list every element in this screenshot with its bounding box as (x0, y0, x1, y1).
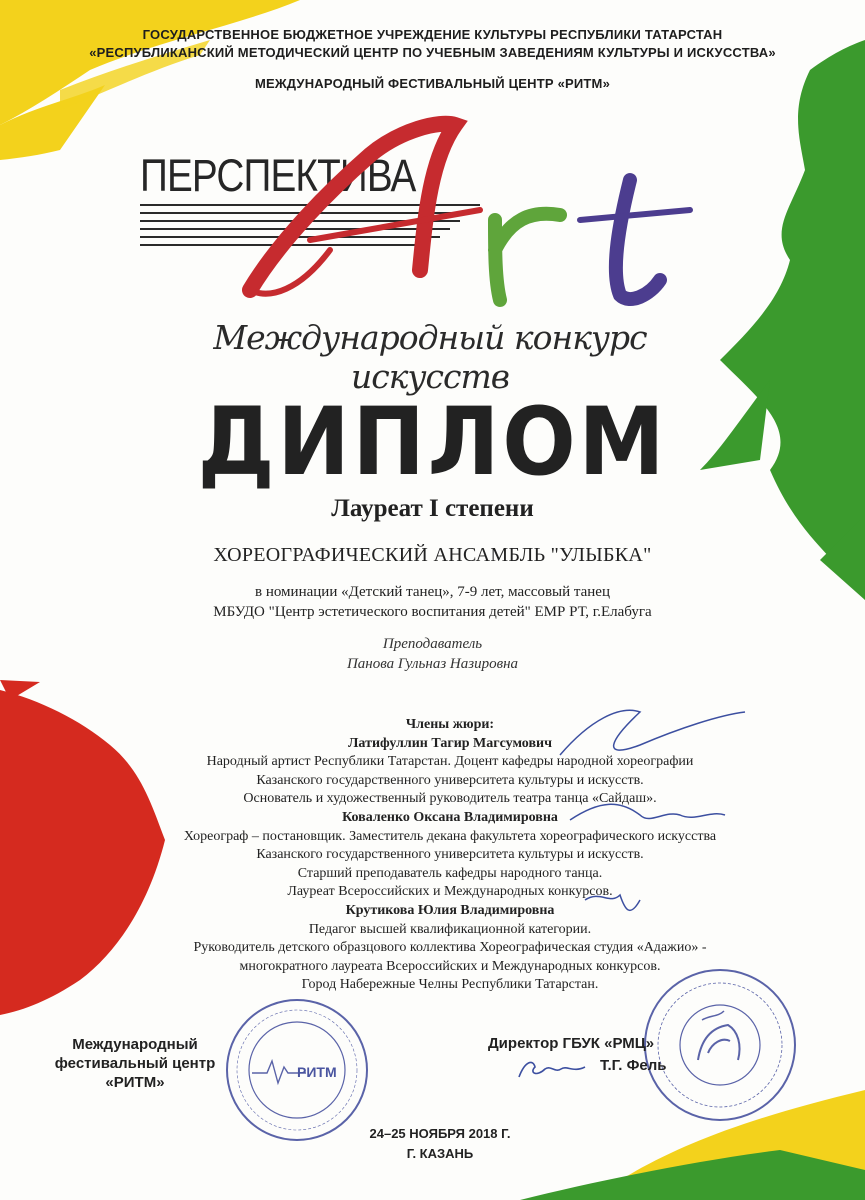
jury-member-line: Руководитель детского образцового коллектива Хореографическая студия «Адажио» - (193, 940, 707, 956)
stamp-center-text: РИТМ (297, 1064, 337, 1080)
jury-section (140, 716, 760, 995)
festival-center-signature-block (40, 1035, 230, 1092)
jury-member-line: Лауреат Всероссийских и Международных конкурсов. (287, 884, 613, 900)
jury-member-line: Основатель и художественный руководитель театра танца «Сайдаш». (243, 791, 657, 807)
jury-member-line: Казанского государственного университета культуры и искусств. (256, 772, 644, 788)
event-city: Г. КАЗАНЬ (406, 1146, 474, 1161)
festival-center-line2: фестивальный центр (54, 1055, 216, 1072)
jury-member-line: Казанского государственного университета культуры и искусств. (256, 847, 644, 863)
header-festival-center: МЕЖДУНАРОДНЫЙ ФЕСТИВАЛЬНЫЙ ЦЕНТР «РИТМ» (254, 76, 611, 91)
nomination: в номинации «Детский танец», 7-9 лет, массовый танец (254, 584, 610, 600)
logo-art-wordmark (240, 100, 720, 340)
festival-center-line1: Международный (72, 1036, 198, 1053)
jury-member-name: Крутикова Юлия Владимировна (345, 902, 555, 918)
header-organization: ГОСУДАРСТВЕННОЕ БЮДЖЕТНОЕ УЧРЕЖДЕНИЕ КУЛЬТУРЫ РЕСПУБЛИКИ ТАТАРСТАН (142, 27, 723, 42)
jury-member-line: Народный артист Республики Татарстан. Доцент кафедры народной хореографии (206, 754, 694, 770)
jury-member-name: Латифуллин Тагир Магсумович (348, 735, 552, 751)
rmc-stamp (640, 965, 800, 1125)
jury-member-line: Педагог высшей квалификационной категории. (308, 921, 592, 937)
jury-member-line: Старший преподаватель кафедры народного танца. (297, 865, 603, 881)
logo-brand-text: ПЕРСПЕКТИВА (140, 150, 416, 201)
participant-name: ХОРЕОГРАФИЧЕСКИЙ АНСАМБЛЬ "УЛЫБКА" (213, 544, 652, 566)
director-name: Т.Г. Фель (600, 1057, 667, 1074)
institution: МБУДО "Центр эстетического воспитания детей" ЕМР РТ, г.Елабуга (213, 604, 652, 620)
award-degree: Лауреат I степени (331, 495, 534, 522)
event-date: 24–25 НОЯБРЯ 2018 Г. (369, 1126, 511, 1141)
teacher-name: Панова Гульназ Назировна (346, 656, 519, 672)
jury-member-line: Город Набережные Челны Республики Татарстан. (301, 977, 599, 993)
teacher-label: Преподаватель (382, 636, 483, 652)
festival-center-line3: «РИТМ» (105, 1074, 165, 1091)
diploma-title: ДИПЛОМ (197, 388, 668, 497)
jury-member-line: Хореограф – постановщик. Заместитель декана факультета хореографического искусства (183, 828, 717, 844)
jury-heading: Члены жюри: (405, 717, 495, 732)
logo-subtitle: Международный конкурс искусств (213, 318, 647, 396)
ritm-stamp (222, 995, 372, 1145)
header-center-name: «РЕСПУБЛИКАНСКИЙ МЕТОДИЧЕСКИЙ ЦЕНТР ПО УЧЕБНЫМ ЗАВЕДЕНИЯМ КУЛЬТУРЫ И ИСКУССТВА» (89, 45, 776, 60)
jury-member-line: многократного лауреата Всероссийских и Международных конкурсов. (239, 958, 661, 974)
director-title: Директор ГБУК «РМЦ» (488, 1035, 655, 1052)
director-signature (515, 1055, 595, 1085)
jury-member-name: Коваленко Оксана Владимировна (342, 809, 558, 825)
